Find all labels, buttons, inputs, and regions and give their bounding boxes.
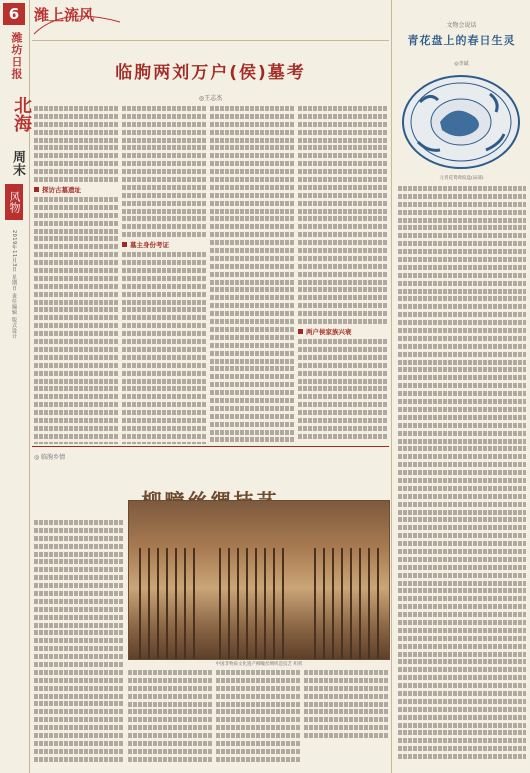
article1-col-1	[34, 106, 118, 444]
article1-byline: ◎王志杰	[198, 95, 223, 102]
article1-subhead-1: 探访古墓遗址	[34, 185, 118, 194]
photo-caption: 中国非物质文化遗产柳疃丝绸织造技艺 织机	[215, 662, 303, 667]
paper-name: 潍坊日报	[10, 32, 23, 80]
page-gutter	[0, 0, 30, 773]
right-article-text	[398, 186, 526, 770]
article2-col-1	[34, 520, 124, 770]
column-name: 潍上流风	[34, 6, 95, 24]
section-badge: 风物	[5, 184, 23, 220]
article2-col-3	[216, 670, 300, 770]
loom-photo	[128, 500, 390, 660]
date-line: 2019年11月3日 星期日 责任编辑 版式设计	[11, 230, 17, 340]
article2-col-2	[128, 670, 212, 770]
right-section-label: 文物会说话	[446, 22, 477, 29]
article1-col-2	[122, 106, 206, 444]
right-column	[391, 0, 530, 773]
page-number: 6	[3, 3, 25, 25]
article1-title: 临朐两刘万户(侯)墓考	[115, 63, 306, 83]
weekly-label: 周末	[10, 150, 25, 176]
article1-subhead-3: 两户侯家族兴衰	[298, 327, 387, 336]
column-header	[32, 4, 389, 38]
right-article-title: 青花盘上的春日生灵	[407, 34, 516, 47]
blue-white-plate-image	[400, 72, 522, 172]
area-name: 北海	[11, 96, 32, 132]
article1-col-4	[298, 106, 387, 444]
article1-col-3	[210, 106, 294, 444]
article1-subhead-2: 墓主身份考证	[122, 240, 206, 249]
plate-caption: 元青花鸳鸯纹盘(局部)	[439, 176, 484, 181]
right-article-byline: ◎李斌	[454, 61, 469, 67]
article2-col-4	[304, 670, 388, 770]
article2-section-label: ◎ 临朐乡情	[34, 454, 66, 461]
